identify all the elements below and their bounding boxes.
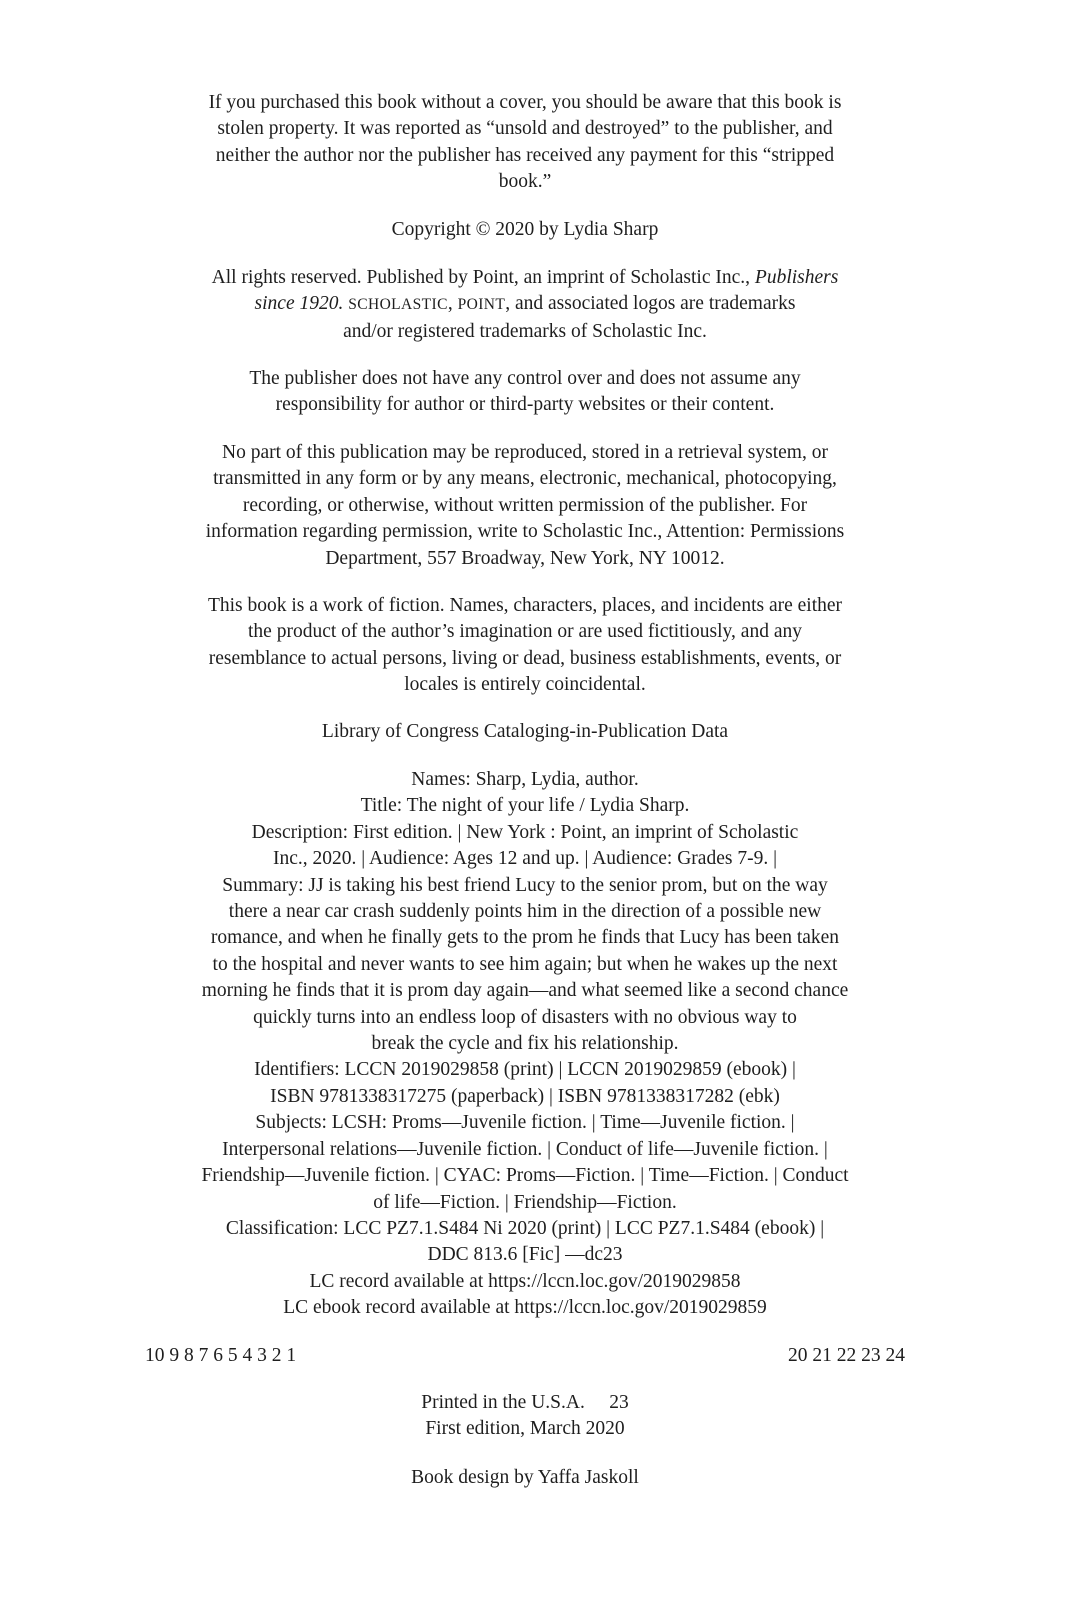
fiction-line: This book is a work of fiction. Names, characters, places, and incidents are either — [207, 595, 843, 616]
cip-line: DDC 813.6 [Fic] —dc23 — [427, 1244, 623, 1266]
reproduction-line: Department, 557 Broadway, New York, NY 10012. — [325, 547, 725, 569]
cip-line: of life—Fiction. | Friendship—Fiction. — [373, 1191, 677, 1213]
rights-line-3: and/or registered trademarks of Scholastic Inc. — [343, 320, 707, 342]
notice-line: If you purchased this book without a cover, you should be aware that this book is — [208, 92, 842, 113]
reproduction-line: transmitted in any form or by any means, electronic, mechanical, photocopying, — [213, 468, 837, 490]
cip-line: break the cycle and fix his relationship. — [371, 1033, 679, 1055]
cip-line: romance, and when he finally gets to the prom he finds that Lucy has been taken — [210, 927, 840, 949]
point-trademark: POINT — [457, 296, 506, 314]
book-design-credit: Book design by Yaffa Jaskoll — [411, 1467, 639, 1488]
copyright-line: Copyright © 2020 by Lydia Sharp — [391, 219, 659, 240]
publishers-italic: Publishers — [754, 267, 839, 288]
reproduction-notice — [145, 440, 905, 572]
rights-text: , and associated logos are trademarks — [505, 293, 796, 315]
printing-years: 20 21 22 23 24 — [788, 1345, 905, 1366]
cip-line: LC ebook record available at https://lccn.loc.gov/2019029859 — [283, 1297, 767, 1319]
cip-line: Interpersonal relations—Juvenile fiction. | Conduct of life—Juvenile fiction. | — [222, 1138, 828, 1160]
scholastic-trademark: SCHOLASTIC — [348, 296, 448, 314]
cip-line: to the hospital and never wants to see him again; but when he wakes up the next — [212, 953, 838, 975]
separator: , — [447, 293, 458, 315]
cip-line: Summary: JJ is taking his best friend Lucy to the senior prom, but on the way — [222, 874, 828, 896]
rights-text: All rights reserved. Published by Point, an imprint of Scholastic Inc., — [211, 267, 755, 288]
cip-line: Classification: LCC PZ7.1.S484 Ni 2020 (print) | LCC PZ7.1.S484 (ebook) | — [225, 1217, 825, 1239]
rights-line-1 — [145, 265, 905, 291]
rights-line-2 — [145, 291, 905, 318]
cip-line: Names: Sharp, Lydia, author. — [411, 769, 639, 790]
reproduction-line: information regarding permission, write to Scholastic Inc., Attention: Permissions — [205, 521, 845, 543]
cip-line: Friendship—Juvenile fiction. | CYAC: Proms—Fiction. | Time—Fiction. | Conduct — [201, 1165, 849, 1187]
cip-data — [145, 767, 905, 1322]
fiction-line: resemblance to actual persons, living or dead, business establishments, events, or — [208, 647, 842, 669]
rights-statement — [145, 265, 905, 345]
reproduction-line: No part of this publication may be reproduced, stored in a retrieval system, or — [222, 442, 828, 463]
fiction-line: locales is entirely coincidental. — [404, 674, 646, 696]
stripped-book-notice — [145, 90, 905, 196]
edition-line: First edition, March 2020 — [425, 1418, 625, 1440]
cip-line: ISBN 9781338317275 (paperback) | ISBN 9781338317282 (ebk) — [270, 1085, 780, 1107]
cip-line: Subjects: LCSH: Proms—Juvenile fiction. | Time—Juvenile fiction. | — [255, 1112, 795, 1134]
notice-line: stolen property. It was reported as “unsold and destroyed” to the publisher, and — [217, 118, 833, 140]
loc-heading: Library of Congress Cataloging-in-Publication Data — [321, 721, 729, 742]
printing-info — [145, 1390, 905, 1443]
since-italic: since 1920. — [254, 293, 344, 315]
cip-line: Description: First edition. | New York : Point, an imprint of Scholastic — [251, 821, 799, 843]
reproduction-line: recording, or otherwise, without written permission of the publisher. For — [242, 494, 808, 516]
disclaimer-line: The publisher does not have any control over and does not assume any — [249, 368, 801, 389]
disclaimer-line: responsibility for author or third-party websites or their content. — [275, 394, 775, 416]
printed-in: Printed in the U.S.A. 23 — [421, 1392, 629, 1413]
notice-line: book.” — [498, 171, 552, 193]
cip-line: Inc., 2020. | Audience: Ages 12 and up. | Audience: Grades 7-9. | — [273, 848, 777, 870]
cip-line: Title: The night of your life / Lydia Sharp. — [360, 795, 690, 817]
cip-line: Identifiers: LCCN 2019029858 (print) | LCCN 2019029859 (ebook) | — [254, 1059, 796, 1081]
cip-line: LC record available at https://lccn.loc.gov/2019029858 — [309, 1270, 741, 1292]
cip-line: morning he finds that it is prom day again—and what seemed like a second chance — [201, 980, 849, 1002]
fiction-notice — [145, 593, 905, 699]
cip-line: quickly turns into an endless loop of disasters with no obvious way to — [253, 1006, 797, 1028]
publisher-disclaimer — [145, 366, 905, 419]
fiction-line: the product of the author’s imagination or are used fictitiously, and any — [248, 621, 802, 643]
cip-line: there a near car crash suddenly points him in the direction of a possible new — [228, 901, 822, 923]
notice-line: neither the author nor the publisher has received any payment for this “stripped — [215, 144, 835, 166]
printing-numbers: 10 9 8 7 6 5 4 3 2 1 — [145, 1345, 297, 1366]
